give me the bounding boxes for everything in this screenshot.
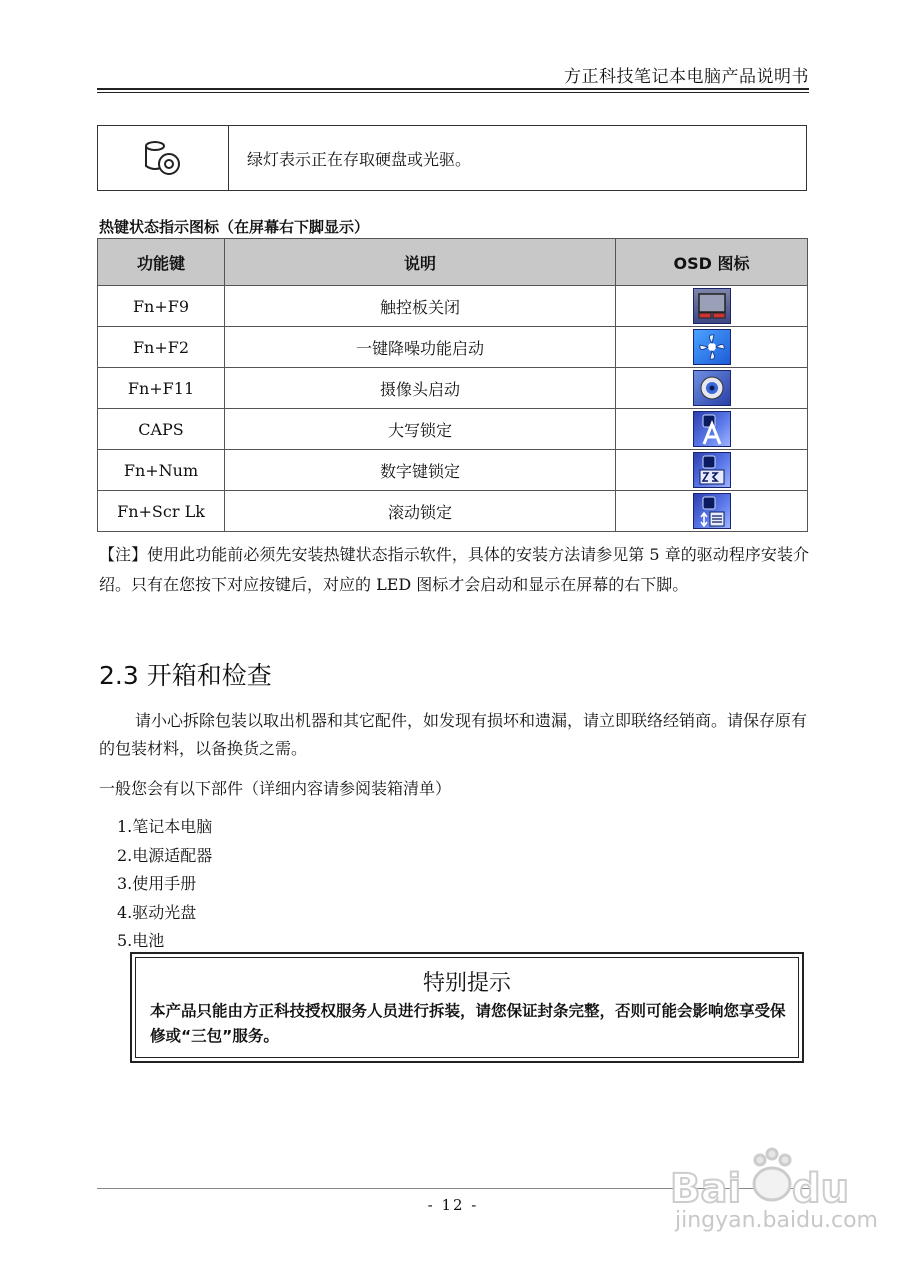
section-paragraph: 请小心拆除包装以取出机器和其它配件，如发现有损坏和遗漏，请立即联络经销商。请保存原有的包装材料，以备换货之需。 <box>99 711 808 758</box>
table-row <box>98 491 808 532</box>
row-desc: 数字键锁定 <box>225 450 616 491</box>
usage-note: 【注】使用此功能前必须先安装热键状态指示软件，具体的安装方法请参见第 5 章的驱动程序安装介绍。只有在您按下对应按键后，对应的 LED 图标才会启动和显示在屏幕的右下脚。 <box>99 545 809 594</box>
disk-indicator-box <box>97 125 807 191</box>
parts-intro: 一般您会有以下部件（详细内容请参阅装箱清单） <box>99 779 452 798</box>
list-item: 4.驱动光盘 <box>117 902 197 922</box>
table-row <box>98 368 808 409</box>
notice-title: 特别提示 <box>422 971 511 996</box>
document-header-title: 方正科技笔记本电脑产品说明书 <box>564 67 809 87</box>
baidu-jingyan-logo-watermark <box>664 1140 884 1255</box>
row-desc: 大写锁定 <box>225 409 616 450</box>
svg-text:Bai: Bai <box>670 1166 742 1212</box>
row-desc: 摄像头启动 <box>225 368 616 409</box>
caps-lock-icon <box>693 411 731 447</box>
list-item: 1.笔记本电脑 <box>117 817 213 836</box>
list-item: 2.电源适配器 <box>117 845 213 865</box>
table-row <box>98 286 808 327</box>
header-rule-thin <box>97 92 809 93</box>
fan-noise-reduction-icon <box>693 329 731 365</box>
page-number: - 12 - <box>427 1196 479 1214</box>
disk-indicator-text: 绿灯表示正在存取硬盘或光驱。 <box>247 149 472 169</box>
watermark-url: jingyan.baidu.com <box>674 1208 878 1233</box>
column-header-desc: 说明 <box>225 239 616 286</box>
special-notice-box <box>130 952 804 1063</box>
num-lock-icon <box>693 452 731 488</box>
column-header-osd: OSD 图标 <box>616 239 808 286</box>
svg-text:du: du <box>792 1166 850 1212</box>
notice-body: 本产品只能由方正科技授权服务人员进行拆装，请您保证封条完整，否则可能会影响您享受保修或“三包”服务。 <box>150 1002 786 1045</box>
row-key: CAPS <box>98 409 225 450</box>
header-rule <box>97 88 809 90</box>
table-row <box>98 409 808 450</box>
list-item: 5.电池 <box>117 931 165 950</box>
row-desc: 一键降噪功能启动 <box>225 327 616 368</box>
hotkey-table <box>97 238 808 532</box>
row-key: Fn+F11 <box>98 368 225 409</box>
section-title: 2.3 开箱和检查 <box>99 661 272 690</box>
table-row <box>98 327 808 368</box>
touchpad-off-icon <box>693 288 731 324</box>
hotkey-section-heading: 热键状态指示图标（在屏幕右下脚显示） <box>99 218 370 236</box>
scroll-lock-icon <box>693 493 731 529</box>
table-row <box>98 450 808 491</box>
row-key: Fn+F9 <box>98 286 225 327</box>
parts-list <box>117 813 212 956</box>
list-item: 3.使用手册 <box>117 874 197 893</box>
disk-drive-icon <box>141 138 185 178</box>
table-header-row <box>98 239 808 286</box>
camera-icon <box>693 370 731 406</box>
row-key: Fn+Num <box>98 450 225 491</box>
row-key: Fn+F2 <box>98 327 225 368</box>
row-key: Fn+Scr Lk <box>98 491 225 532</box>
row-desc: 滚动锁定 <box>225 491 616 532</box>
column-header-key: 功能键 <box>98 239 225 286</box>
row-desc: 触控板关闭 <box>225 286 616 327</box>
disk-drive-icon-cell <box>98 126 229 190</box>
